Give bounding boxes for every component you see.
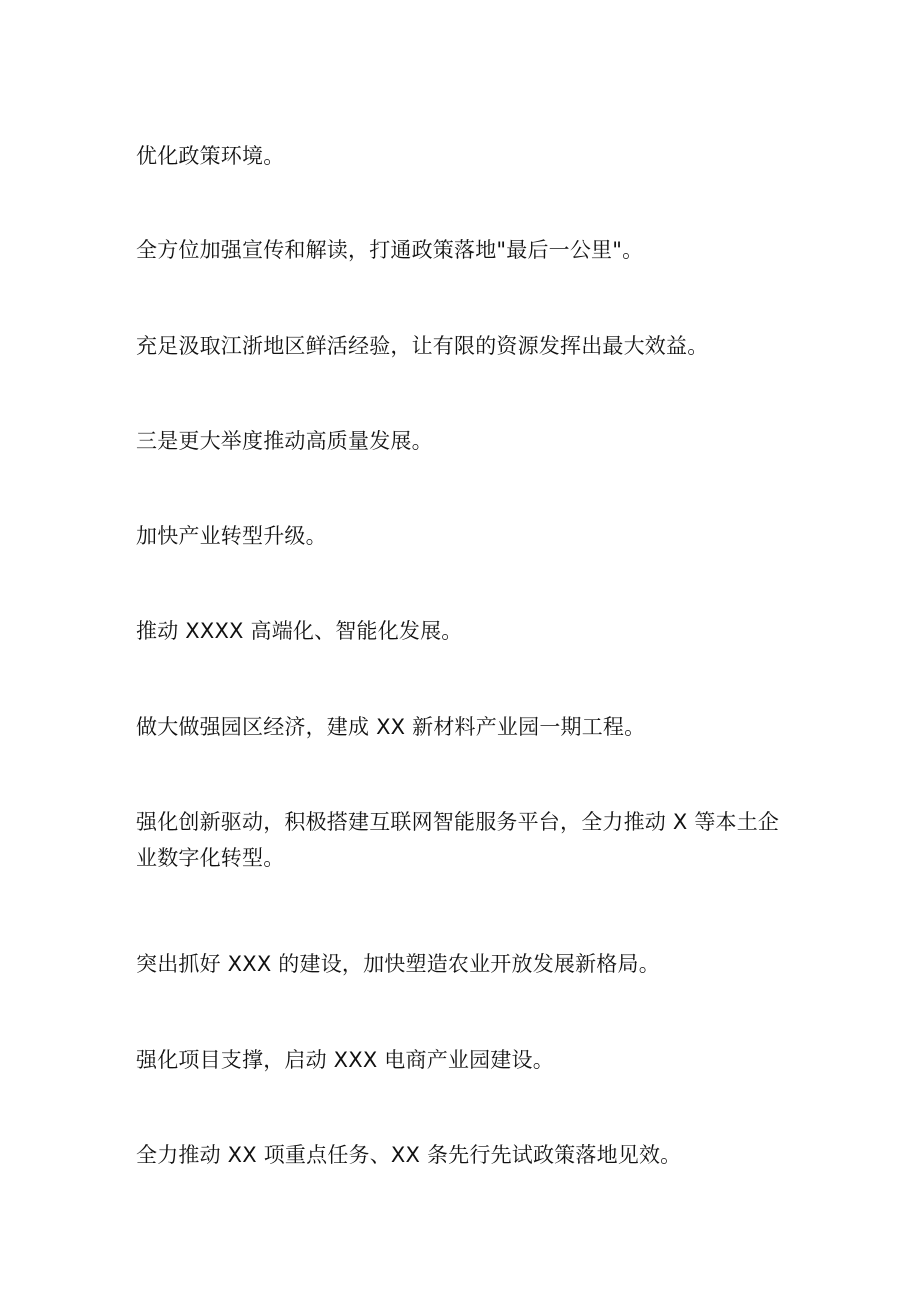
paragraph: 全力推动 XX 项重点任务、XX 条先行先试政策落地见效。 [136, 1143, 682, 1167]
paragraph: 优化政策环境。 [136, 144, 285, 168]
paragraph: 推动 XXXX 高端化、智能化发展。 [136, 619, 463, 643]
paragraph: 强化项目支撑，启动 XXX 电商产业园建设。 [136, 1048, 554, 1072]
paragraph: 充足汲取江浙地区鲜活经验，让有限的资源发挥出最大效益。 [136, 334, 709, 358]
paragraph: 强化创新驱动，积极搭建互联网智能服务平台，全力推动 X 等本土企业数字化转型。 [136, 810, 780, 870]
paragraph: 全方位加强宣传和解读，打通政策落地"最后一公里"。 [136, 238, 644, 262]
paragraph: 三是更大举度推动高质量发展。 [136, 429, 433, 453]
paragraph: 加快产业转型升级。 [136, 524, 327, 548]
paragraph: 突出抓好 XXX 的建设，加快塑造农业开放发展新格局。 [136, 952, 660, 976]
paragraph: 做大做强园区经济，建成 XX 新材料产业园一期工程。 [136, 715, 646, 739]
